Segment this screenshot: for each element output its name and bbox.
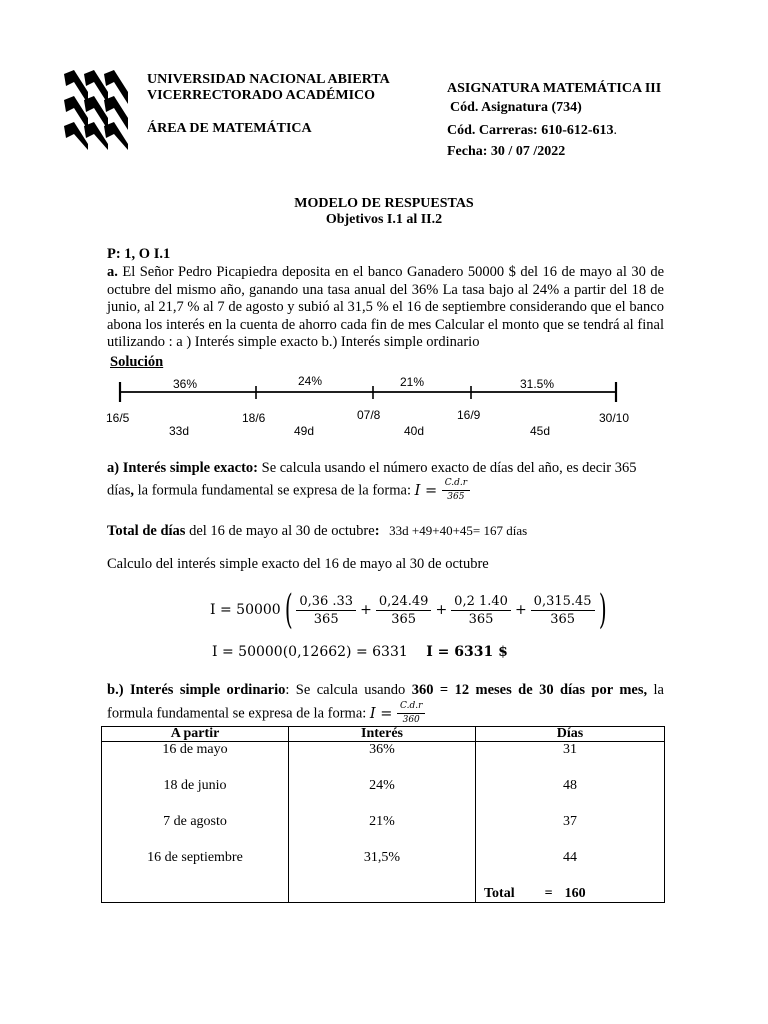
date-4: 16/9 [457,408,481,422]
header-interes: Interés [289,727,476,742]
date-5: 30/10 [599,411,630,425]
university-name: UNIVERSIDAD NACIONAL ABIERTA [147,72,390,87]
rate-1: 36% [173,377,198,391]
total-dias: Total de días del 16 de mayo al 30 de octubre: 33d +49+40+45= 167 días [107,523,528,539]
cell-rate: 36% [369,742,395,757]
cell-rate: 21% [369,814,395,829]
exacto-line1: a) Interés simple exacto: Se calcula usando el número exacto de días del año, es decir 365 [107,460,637,476]
header-a-partir: A partir [102,727,289,742]
ordinario-formula: I = $\frac{C.d.r}{360}$ [370,706,425,722]
cell-date: 16 de mayo [162,742,228,757]
date-3: 07/8 [357,408,381,422]
header-dias: Días [476,727,665,742]
ordinario-line1: b.) Interés simple ordinario: Se calcula usando 360 = 12 meses de 30 días por mes, la [107,682,664,698]
cell-days: 31 [563,742,577,757]
date-2: 18/6 [242,411,266,425]
cell-date: 16 de septiembre [147,850,243,865]
una-logo [64,70,130,150]
cell-rate: 31,5% [363,850,401,865]
cell-rate: 24% [369,778,395,793]
ordinario-line2: formula fundamental se expresa de la forma: I = $\frac{C.d.r}{360}$ [107,702,425,725]
cell-date: 18 de junio [163,778,227,793]
asignatura: ASIGNATURA MATEMÁTICA III [447,81,662,96]
days-table-wrap [101,726,665,903]
calculo-text: Calculo del interés simple exacto del 16 de mayo al 30 de octubre [107,556,489,572]
rate-3: 21% [400,375,425,389]
table-body-row [102,742,665,903]
equation-result: I = 50000(0,12662) = 6331 I = 6331 $ [212,644,508,660]
col-dias [476,742,665,903]
fecha: Fecha: 30 / 07 /2022 [447,144,566,159]
days-4: 45d [530,424,551,438]
problem-text: a. El Señor Pedro Picapiedra deposita en el banco Ganadero 50000 $ del 16 de mayo al 30 de octubre del mismo año, ganando una tasa anual del 36% La tasa bajo al 24% a partir del 18 de junio, al 21,7 % al 7 de agosto y subió al 31,5 % el 16 de septiembre considerando que el banco abona los interés en la cuenta de ahorro cada fin de mes Calcular el monto que se tendrá al final utilizando : a ) Interés simple exacto b.) Interés simple ordinario [107,264,664,350]
cell-days: 37 [563,814,577,829]
cell-days: 48 [563,778,577,793]
table-header-row [102,727,665,742]
days-2: 49d [294,424,315,438]
cell-days: 44 [563,850,577,865]
equation-exacto: I = 50000 ( $\frac{0,36 .33}{365}$ + $\frac{0,24.49}{365}$ + $\frac{0,2 1.40}{365}$ + $\frac{0,315.45}{365}$ ) [210,587,607,633]
cod-carreras: Cód. Carreras: 610-612-613. [447,123,618,138]
days-table [101,726,665,903]
cell-date: 7 de agosto [163,814,227,829]
days-3: 40d [404,424,425,438]
cod-asignatura: Cód. Asignatura (734) [450,100,582,115]
title-modelo: MODELO DE RESPUESTAS [294,196,474,211]
exacto-line2: días, la formula fundamental se expresa de la forma: I = $\frac{C.d.r}{365}$ [107,479,470,502]
col-a-partir [102,742,289,903]
date-1: 16/5 [106,411,130,425]
rate-2: 24% [298,374,323,388]
title-objetivos: Objetivos I.1 al II.2 [325,212,443,227]
table-total: Total = 160 [484,886,586,901]
vicerrectorado: VICERRECTORADO ACADÉMICO [147,88,376,103]
rate-4: 31.5% [520,377,555,391]
solucion-label: Solución [110,354,164,370]
col-interes [289,742,476,903]
problem-id: P: 1, O I.1 [107,246,171,262]
days-1: 33d [169,424,190,438]
area-name: ÁREA DE MATEMÁTICA [147,121,312,136]
exacto-formula: I = $\frac{C.d.r}{365}$ [415,483,470,499]
